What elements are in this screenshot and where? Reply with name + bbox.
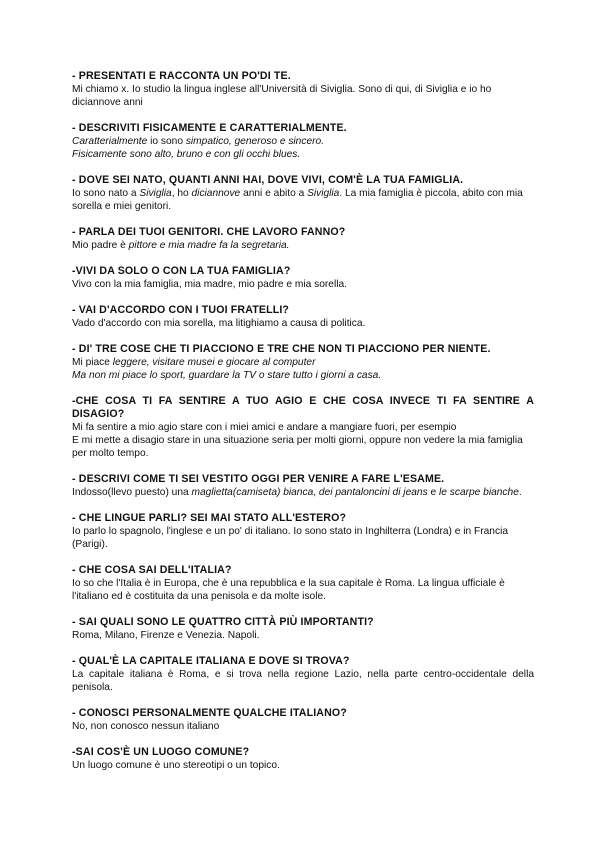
qa-vestito [72,473,534,499]
qa-fratelli [72,304,534,330]
question-heading: -VIVI DA SOLO O CON LA TUA FAMIGLIA? [72,265,291,277]
answer-emphasis: Siviglia [139,188,172,199]
answer-emphasis: Caratterialmente [72,136,148,147]
question-heading: - CONOSCI PERSONALMENTE QUALCHE ITALIANO? [72,707,347,719]
answer-text: Vivo con la mia famiglia, mia madre, mio padre e mia sorella. [72,279,347,290]
question-heading: - CHE LINGUE PARLI? SEI MAI STATO ALL'ESTERO? [72,512,347,524]
answer-text: Mi chiamo x. Io studio la lingua inglese all'Università di Siviglia. Sono di qui, di Siviglia e io ho diciannove anni [72,84,492,108]
answer-emphasis: Ma non mi piace lo sport, guardare la TV o stare tutto i giorni a casa. [72,370,382,381]
answer-text: Io so che l'Italia è in Europa, che è una repubblica e la sua capitale è Roma. La lingua ufficiale è l'italiano ed è costituita da una penisola e da molte isole. [72,578,505,602]
answer-fragment: , [313,487,319,498]
answer-fragment: Io sono nato a [72,188,140,199]
qa-lingue [72,512,534,551]
qa-agio-disagio [72,395,534,460]
qa-capitale [72,655,534,694]
qa-vivi-da-solo [72,265,534,291]
answer-emphasis: dei pantaloncini di jeans [318,487,428,498]
answer-text [72,187,534,213]
answer-text: La capitale italiana è Roma, e si trova nella regione Lazio, nella parte centro-occidentale della penisola. [72,669,534,693]
answer-emphasis: Siviglia [307,188,340,199]
question-heading: - PARLA DEI TUOI GENITORI. CHE LAVORO FANNO? [72,226,346,238]
answer-fragment: e [427,487,439,498]
qa-italia [72,564,534,603]
answer-fragment: anni e abito a [240,188,308,199]
answer-emphasis: Fisicamente sono alto, bruno e con gli occhi blues. [72,149,301,160]
answer-line: E mi mette a disagio stare in una situazione seria per molti giorni, oppure non vedere la mia famiglia per molto tempo. [72,435,523,459]
answer-text: Un luogo comune è uno stereotipi o un topico. [72,760,280,771]
qa-citta [72,616,534,642]
question-heading: -CHE COSA TI FA SENTIRE A TUO AGIO E CHE COSA INVECE TI FA SENTIRE A DISAGIO? [72,395,534,420]
answer-text: Io parlo lo spagnolo, l'inglese e un po' di italiano. Io sono stato in Inghilterra (Londra) e in Francia (Parigi). [72,526,508,550]
answer-text [72,356,534,382]
qa-dove-sei-nato [72,174,534,213]
question-heading: -SAI COS'È UN LUOGO COMUNE? [72,746,250,758]
qa-presentati [72,70,534,109]
question-heading: - DI' TRE COSE CHE TI PIACCIONO E TRE CHE NON TI PIACCIONO PER NIENTE. [72,343,491,355]
answer-text [72,486,534,499]
answer-fragment: . [518,487,522,498]
answer-line: Mi fa sentire a mio agio stare con i miei amici e andare a mangiare fuori, per esempio [72,422,457,433]
answer-emphasis: leggere, visitare musei e giocare al computer [112,357,316,368]
answer-fragment: io sono [147,136,186,147]
answer-emphasis: pittore e mia madre fa la segretaria. [128,240,290,251]
answer-emphasis: le scarpe bianche [439,487,519,498]
answer-emphasis: simpatico, generoso e sincero. [185,136,324,147]
answer-fragment: . La mia famiglia è piccola, abito con mia sorella e miei genitori. [72,188,523,212]
question-heading: - PRESENTATI E RACCONTA UN PO'DI TE. [72,70,291,82]
question-heading: - SAI QUALI SONO LE QUATTRO CITTÀ PIÙ IMPORTANTI? [72,616,374,628]
qa-genitori [72,226,534,252]
answer-text [72,239,534,252]
answer-fragment: Mio padre è [72,240,129,251]
qa-luogo-comune [72,746,534,772]
answer-text: Roma, Milano, Firenze e Venezia. Napoli. [72,630,260,641]
answer-text: Vado d'accordo con mia sorella, ma litighiamo a causa di politica. [72,318,366,329]
answer-emphasis: maglietta(camiseta) bianca [191,487,314,498]
answer-fragment: Indosso(llevo puesto) una [72,487,192,498]
answer-fragment: Mi piace [72,357,113,368]
question-heading: - VAI D'ACCORDO CON I TUOI FRATELLI? [72,304,290,316]
qa-tre-cose [72,343,534,382]
question-heading: - DESCRIVI COME TI SEI VESTITO OGGI PER VENIRE A FARE L'ESAME. [72,473,445,485]
answer-fragment: , ho [171,188,192,199]
answer-text [72,421,534,460]
question-heading: - DOVE SEI NATO, QUANTI ANNI HAI, DOVE VIVI, COM'È LA TUA FAMIGLIA. [72,174,464,186]
question-heading: - CHE COSA SAI DELL'ITALIA? [72,564,232,576]
qa-descriviti [72,122,534,161]
question-heading: - QUAL'È LA CAPITALE ITALIANA E DOVE SI TROVA? [72,655,350,667]
question-heading: - DESCRIVITI FISICAMENTE E CARATTERIALMENTE. [72,122,347,134]
answer-emphasis: diciannove [191,188,241,199]
qa-conosci [72,707,534,733]
answer-text: No, non conosco nessun italiano [72,721,220,732]
answer-text [72,135,534,161]
